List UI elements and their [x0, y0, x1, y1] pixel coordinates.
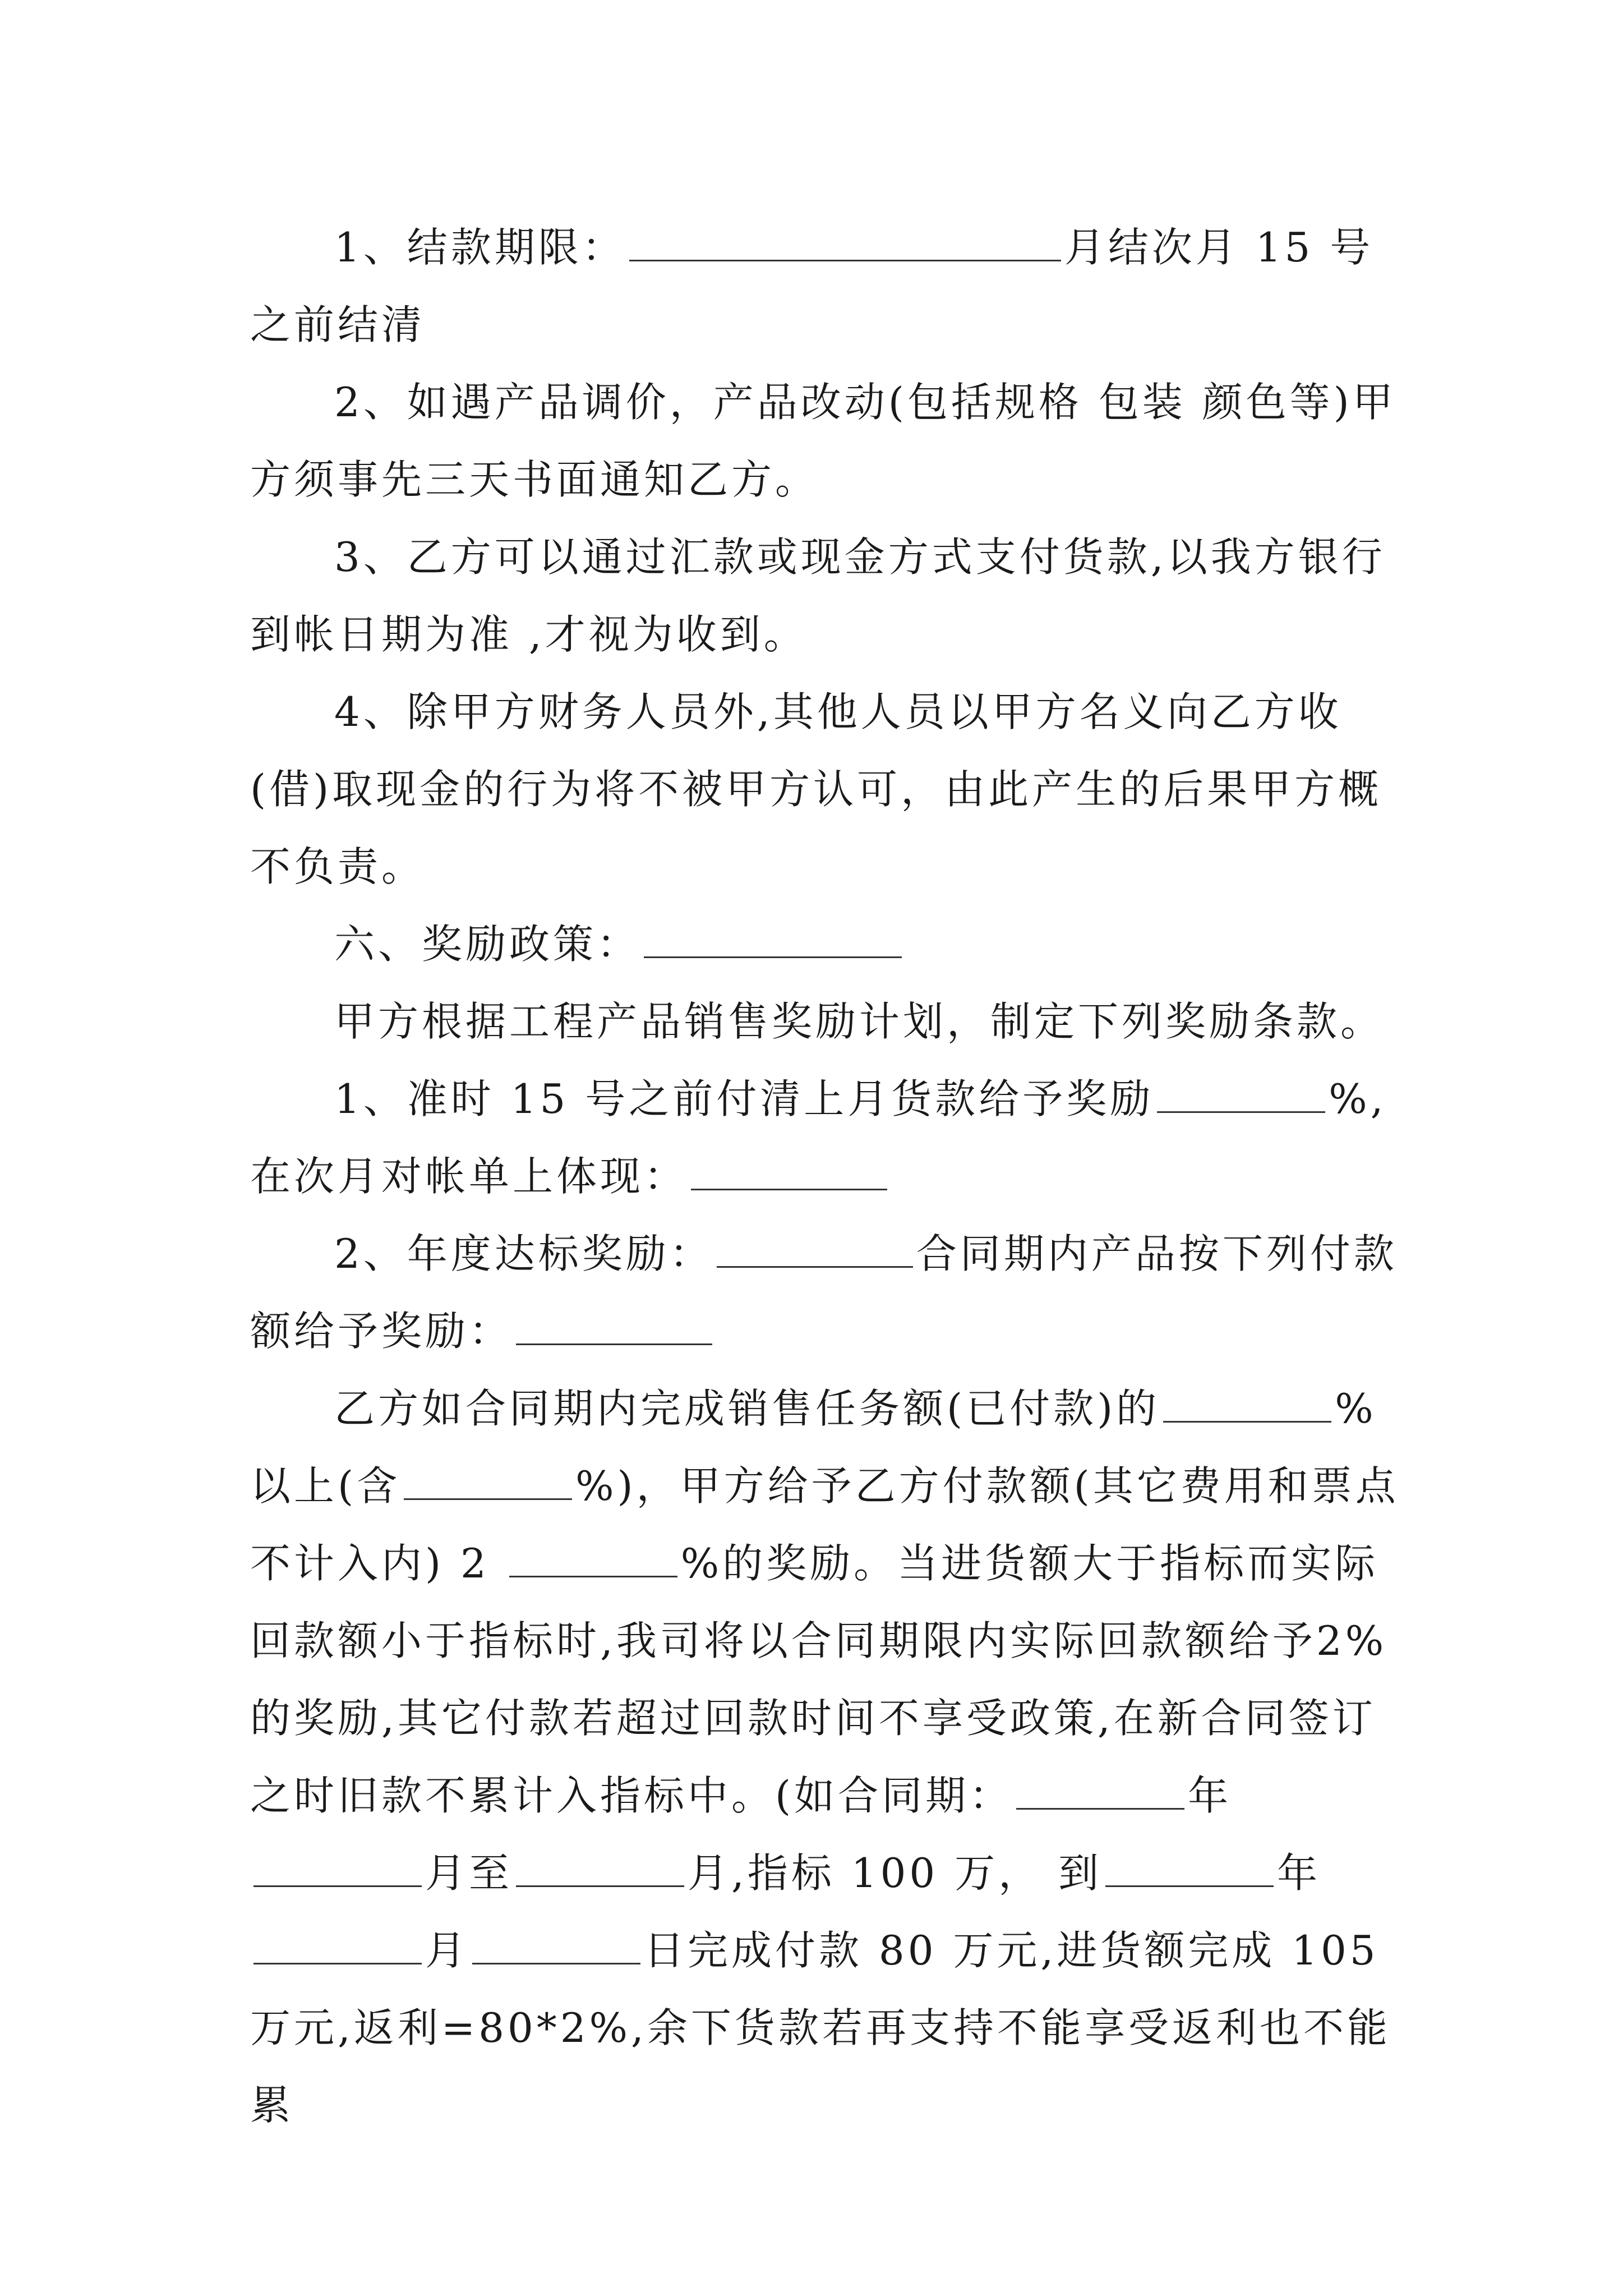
paragraph-reward-policy — [250, 905, 1400, 983]
document-body — [250, 209, 1400, 2144]
blank-line — [717, 1227, 913, 1268]
blank-line — [1016, 1769, 1184, 1810]
annual-reward-text: 合同期内产品按下列付款额给予奖励： — [250, 1230, 1398, 1355]
sales-target-text-g: 月,指标 100 万， 到 — [688, 1849, 1102, 1897]
blank-line — [516, 1846, 684, 1887]
blank-line — [516, 1304, 712, 1345]
sales-target-text-h: 年 — [1277, 1849, 1321, 1897]
paragraph-cash-rule: 4、除甲方财务人员外,其他人员以甲方名义向乙方收(借)取现金的行为将不被甲方认可，由此产生的后果甲方概不负责。 — [250, 688, 1382, 890]
ontime-reward-text-2: %,在次月对帐单上体现： — [250, 1075, 1387, 1200]
paragraph-annual-reward — [250, 1215, 1400, 1370]
sales-target-text-f: 月至 — [425, 1849, 513, 1897]
sales-target-text-a: 乙方如合同期内完成销售任务额(已付款)的 — [334, 1385, 1160, 1432]
blank-line — [1105, 1846, 1274, 1887]
payment-term-label: 1、结款期限： — [334, 224, 626, 271]
paragraph-reward-intro: 甲方根据工程产品销售奖励计划，制定下列奖励条款。 — [334, 998, 1385, 1045]
paragraph-sales-target — [250, 1370, 1400, 2144]
blank-line — [1163, 1382, 1331, 1423]
sales-target-text-d: %的奖励。当进货额大于指标而实际回款额小于指标时,我司将以合同期限内实际回款额给予2%的奖励,其它付款若超过回款时间不享受政策,在新合同签订之时旧款不累计入指标中。(如合同期： — [250, 1540, 1387, 1819]
sales-target-text-c: %)，甲方给予乙方付款额(其它费用和票点不计入内) 2 — [250, 1462, 1399, 1587]
sales-target-text-j: 日完成付款 80 万元,进货额完成 105 万元,返利=80*2%,余下货款若再支持不能享受返利也不能累 — [250, 1927, 1391, 2129]
reward-policy-heading: 六、奖励政策： — [334, 921, 641, 968]
blank-line — [253, 1924, 422, 1964]
blank-line — [1157, 1072, 1325, 1113]
sales-target-text-i: 月 — [425, 1927, 469, 1974]
blank-line — [629, 220, 1061, 261]
paragraph-payment-term — [250, 209, 1400, 364]
blank-line — [691, 1149, 887, 1190]
sales-target-text-e: 年 — [1188, 1772, 1232, 1819]
sales-target-text-b: %以上(含 — [250, 1385, 1377, 1510]
payment-term-text: 月结次月 15 号之前结清 — [250, 224, 1374, 348]
paragraph-price-change: 2、如遇产品调价，产品改动(包括规格 包装 颜色等)甲方须事先三天书面通知乙方。 — [250, 379, 1396, 503]
paragraph-ontime-reward — [250, 1060, 1400, 1215]
paragraph-payment-method: 3、乙方可以通过汇款或现金方式支付货款,以我方银行到帐日期为准 ,才视为收到。 — [250, 533, 1386, 658]
ontime-reward-text: 1、准时 15 号之前付清上月货款给予奖励 — [334, 1075, 1154, 1122]
blank-line — [644, 917, 902, 958]
blank-line — [404, 1459, 572, 1500]
blank-line — [472, 1924, 640, 1964]
blank-line — [509, 1536, 677, 1577]
blank-line — [253, 1846, 422, 1887]
annual-reward-label: 2、年度达标奖励： — [334, 1230, 713, 1277]
